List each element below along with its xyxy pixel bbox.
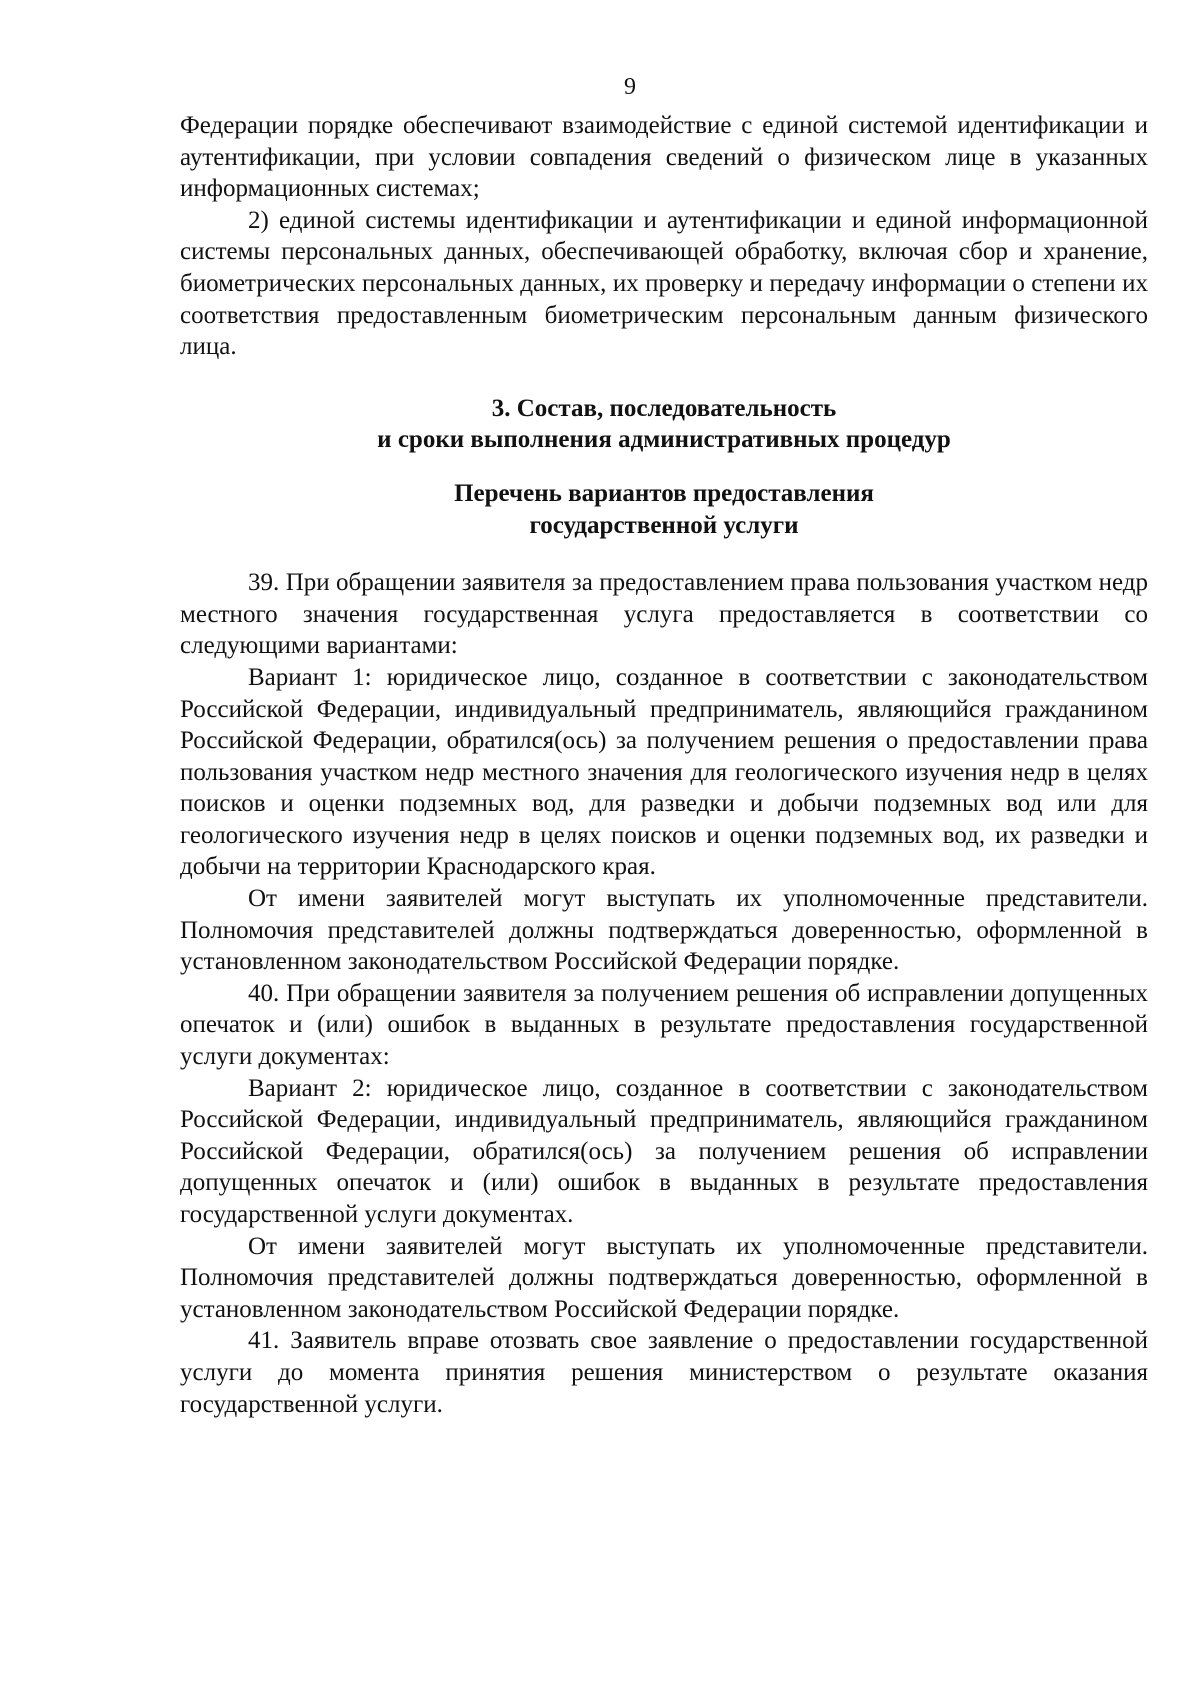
paragraph-40: 40. При обращении заявителя за получением решения об исправлении допущенных опечаток и (или) ошибок в выданных в результате предоставления государственной услуги документах:	[180, 979, 1148, 1071]
paragraph-item-2: 2) единой системы идентификации и аутентификации и единой информационной системы персональных данных, обеспечивающей обработку, включая сбор и хранение, биометрических персональных данных, их проверку и передачу информации о степени их соответствия предоставленным биометрическим персональным данным физического лица.	[180, 206, 1148, 361]
paragraph-39: 39. При обращении заявителя за предоставлением права пользования участком недр местного значения государственная услуга предоставляется в соответствии со следующими вариантами:	[180, 569, 1148, 660]
subheading-line-2: государственной услуги	[529, 511, 799, 539]
paragraph-continuation: Федерации порядке обеспечивают взаимодействие с единой системой идентификации и аутентификации, при условии совпадения сведений о физическом лице в указанных информационных системах;	[180, 112, 1148, 203]
subheading-line-1: Перечень вариантов предоставления	[454, 479, 874, 507]
page-number: 9	[624, 74, 636, 100]
section-heading-line-2: и сроки выполнения административных процедур	[377, 426, 951, 454]
paragraph-variant-2: Вариант 2: юридическое лицо, созданное в соответствии с законодательством Российской Федерации, индивидуальный предприниматель, являющийся гражданином Российской Федерации, обратился(ось) за получением решения об исправлении допущенных опечаток и (или) ошибок в выданных в результате предоставления государственной услуги документах.	[180, 1074, 1148, 1228]
paragraph-representatives-1: От имени заявителей могут выступать их уполномоченные представители. Полномочия представителей должны подтверждаться доверенностью, оформленной в установленном законодательством Российской Федерации порядке.	[180, 885, 1148, 976]
document-body	[180, 110, 1148, 1420]
section-heading-line-1: 3. Состав, последовательность	[491, 394, 837, 422]
paragraph-representatives-2: От имени заявителей могут выступать их уполномоченные представители. Полномочия представителей должны подтверждаться доверенностью, оформленной в установленном законодательством Российской Федерации порядке.	[180, 1232, 1148, 1323]
paragraph-41: 41. Заявитель вправе отозвать свое заявление о предоставлении государственной услуги до момента принятия решения министерством о результате оказания государственной услуги.	[180, 1327, 1148, 1418]
paragraph-variant-1: Вариант 1: юридическое лицо, созданное в соответствии с законодательством Российской Федерации, индивидуальный предприниматель, являющийся гражданином Российской Федерации, обратился(ось) за получением решения о предоставлении права пользования участком недр местного значения для геологического изучения недр в целях поисков и оценки подземных вод, для разведки и добычи подземных вод или для геологического изучения недр в целях поисков и оценки подземных вод, их разведки и добычи на территории Краснодарского края.	[180, 663, 1148, 881]
